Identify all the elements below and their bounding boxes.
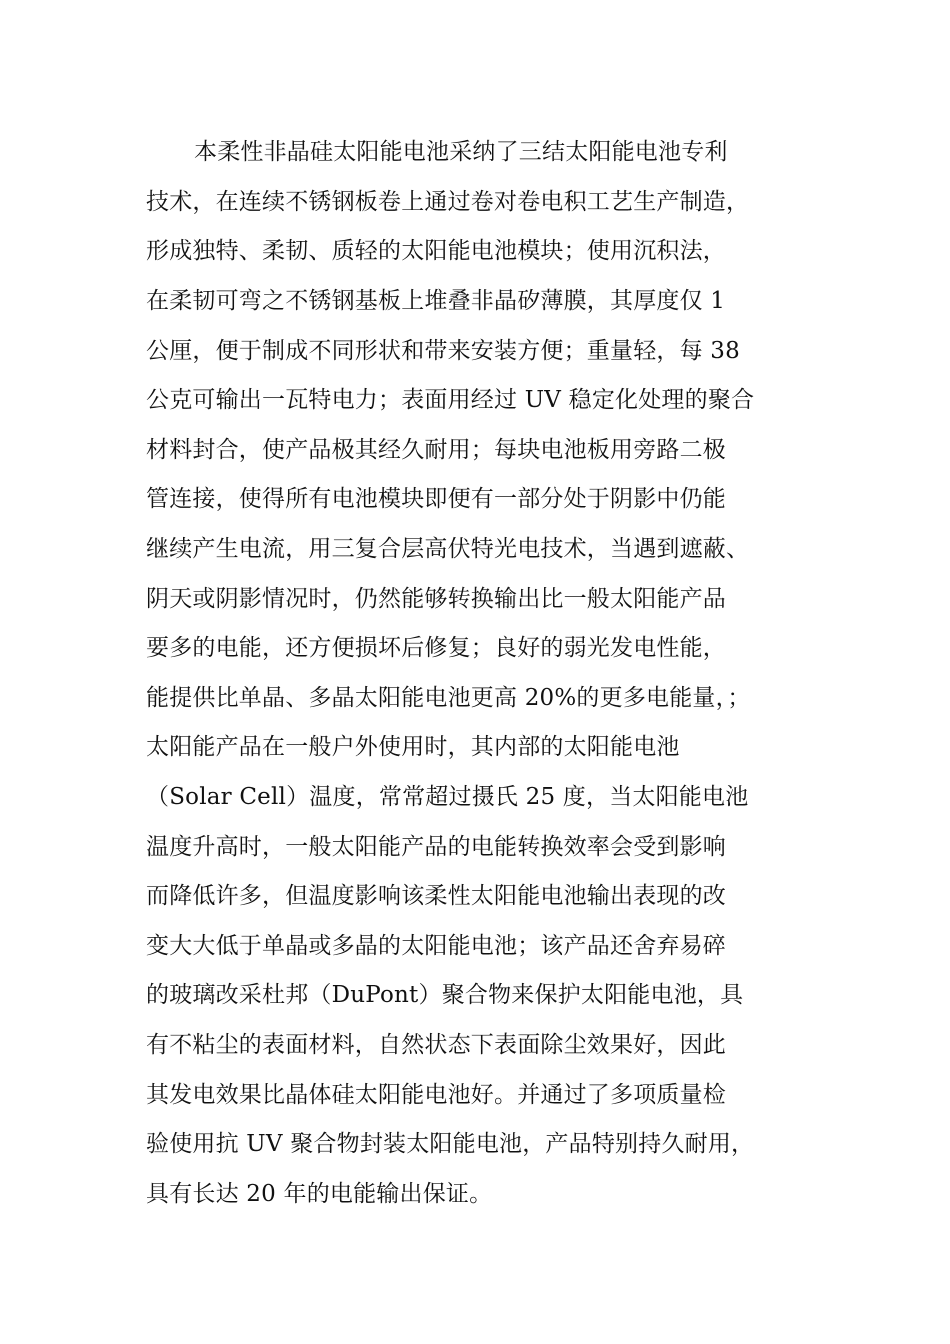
paragraph-line-6: 公克可输出一瓦特电力；表面用经过 UV 稳定化处理的聚合 (146, 387, 755, 413)
paragraph-line-11: 要多的电能，还方便损坏后修复；良好的弱光发电性能， (146, 635, 726, 661)
paragraph-line-22: 具有长达 20 年的电能输出保证。 (146, 1181, 493, 1207)
paragraph-line-15: 温度升高时，一般太阳能产品的电能转换效率会受到影响 (146, 834, 726, 860)
paragraph-line-13: 太阳能产品在一般户外使用时，其内部的太阳能电池 (146, 734, 680, 760)
paragraph-line-19: 有不粘尘的表面材料，自然状态下表面除尘效果好，因此 (146, 1032, 726, 1058)
paragraph-line-18: 的玻璃改采杜邦（DuPont）聚合物来保护太阳能电池，具 (146, 982, 744, 1008)
paragraph-line-8: 管连接，使得所有电池模块即便有一部分处于阴影中仍能 (146, 486, 726, 512)
paragraph-line-21: 验使用抗 UV 聚合物封装太阳能电池，产品特别持久耐用， (146, 1131, 755, 1157)
paragraph-line-2: 技术，在连续不锈钢板卷上通过卷对卷电积工艺生产制造， (146, 189, 750, 215)
paragraph-line-9: 继续产生电流，用三复合层高伏特光电技术，当遇到遮蔽、 (146, 536, 750, 562)
paragraph-line-4: 在柔韧可弯之不锈钢基板上堆叠非晶矽薄膜，其厚度仅 1 (146, 288, 726, 314)
paragraph-line-12: 能提供比单晶、多晶太阳能电池更高 20%的更多电能量，； (146, 685, 751, 711)
paragraph-line-16: 而降低许多，但温度影响该柔性太阳能电池输出表现的改 (146, 883, 726, 909)
paragraph-line-20: 其发电效果比晶体硅太阳能电池好。并通过了多项质量检 (146, 1082, 726, 1108)
paragraph-line-17: 变大大低于单晶或多晶的太阳能电池；该产品还舍弃易碎 (146, 933, 726, 959)
paragraph-line-7: 材料封合，使产品极其经久耐用；每块电池板用旁路二极 (146, 437, 726, 463)
paragraph-line-1: 本柔性非晶硅太阳能电池采纳了三结太阳能电池专利 (194, 139, 728, 165)
paragraph-line-5: 公厘，便于制成不同形状和带来安装方便；重量轻，每 38 (146, 338, 740, 364)
paragraph-line-14: （Solar Cell）温度，常常超过摄氏 25 度，当太阳能电池 (146, 784, 749, 810)
paragraph-line-3: 形成独特、柔韧、质轻的太阳能电池模块；使用沉积法， (146, 238, 726, 264)
paragraph-line-10: 阴天或阴影情况时，仍然能够转换输出比一般太阳能产品 (146, 586, 726, 612)
